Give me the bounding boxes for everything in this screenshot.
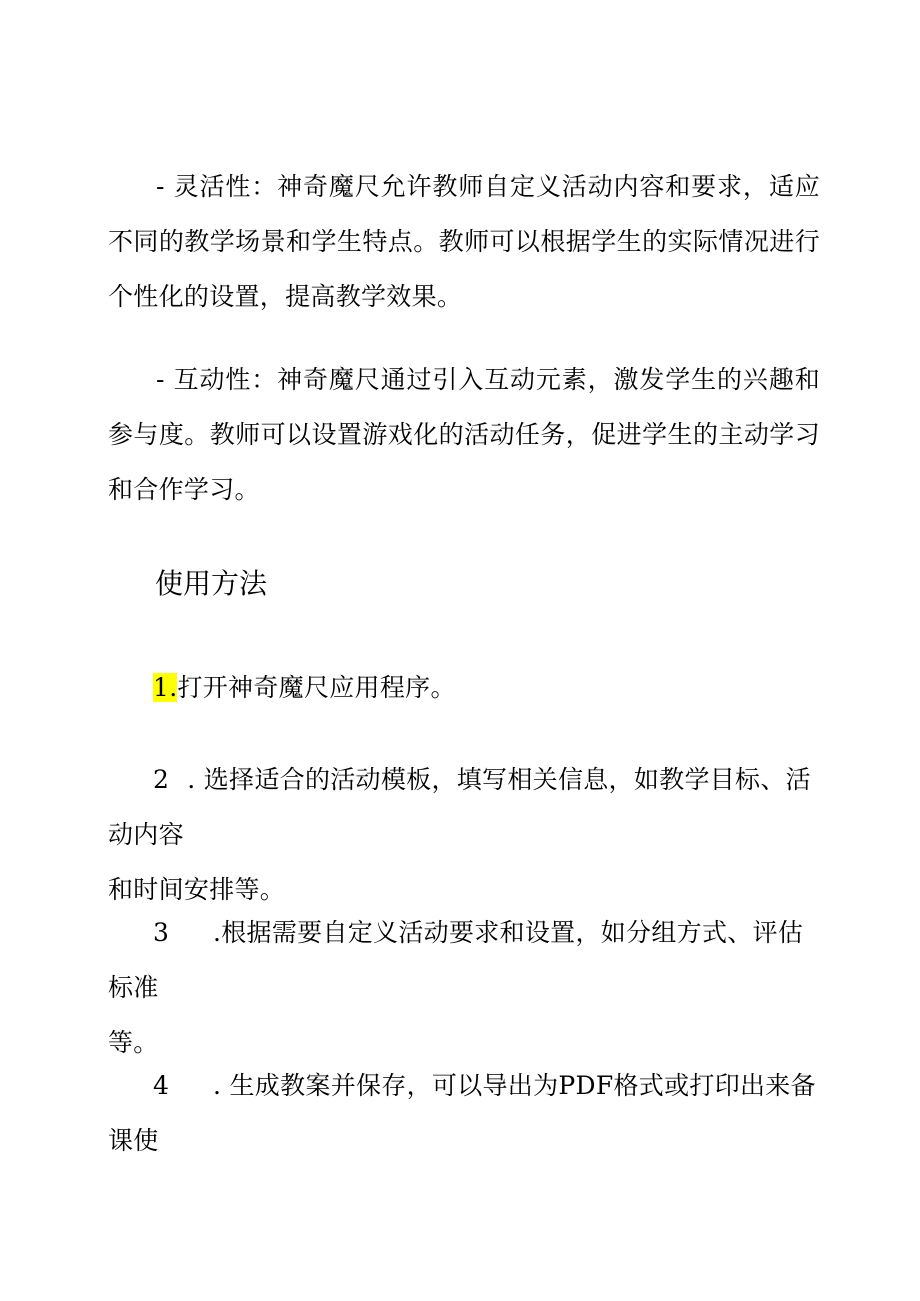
step-3-text-line1: .根据需要自定义活动要求和设置，如分组方式、评估标准	[108, 918, 804, 1002]
step-3	[108, 905, 820, 1070]
paragraph-flexibility: - 灵活性：神奇魔尺允许教师自定义活动内容和要求，适应不同的教学场景和学生特点。教师可以根据学生的实际情况进行个性化的设置，提高教学效果。	[108, 172, 820, 311]
step-1-text: 打开神奇魔尺应用程序。	[177, 673, 456, 702]
step-2-number: 2	[153, 765, 170, 794]
step-3-number: 3	[153, 918, 170, 947]
step-4-number: 4	[153, 1071, 170, 1100]
step-4-text-line1: . 生成教案并保存，可以导出为PDF格式或打印出来备课使	[108, 1071, 816, 1155]
step-1	[108, 660, 865, 715]
step-2-text-line2: 和时间安排等。	[108, 875, 286, 904]
step-4	[108, 1058, 820, 1168]
section-heading-usage: 使用方法	[155, 567, 268, 600]
step-3-text-line2: 等。	[108, 1028, 159, 1057]
paragraph-interactivity: - 互动性：神奇魔尺通过引入互动元素，激发学生的兴趣和参与度。教师可以设置游戏化的活动任务，促进学生的主动学习和合作学习。	[108, 365, 820, 504]
step-2-text-line1: . 选择适合的活动模板，填写相关信息，如教学目标、活动内容	[108, 765, 811, 849]
step-1-number: 1.	[153, 673, 178, 702]
step-2	[108, 752, 820, 917]
